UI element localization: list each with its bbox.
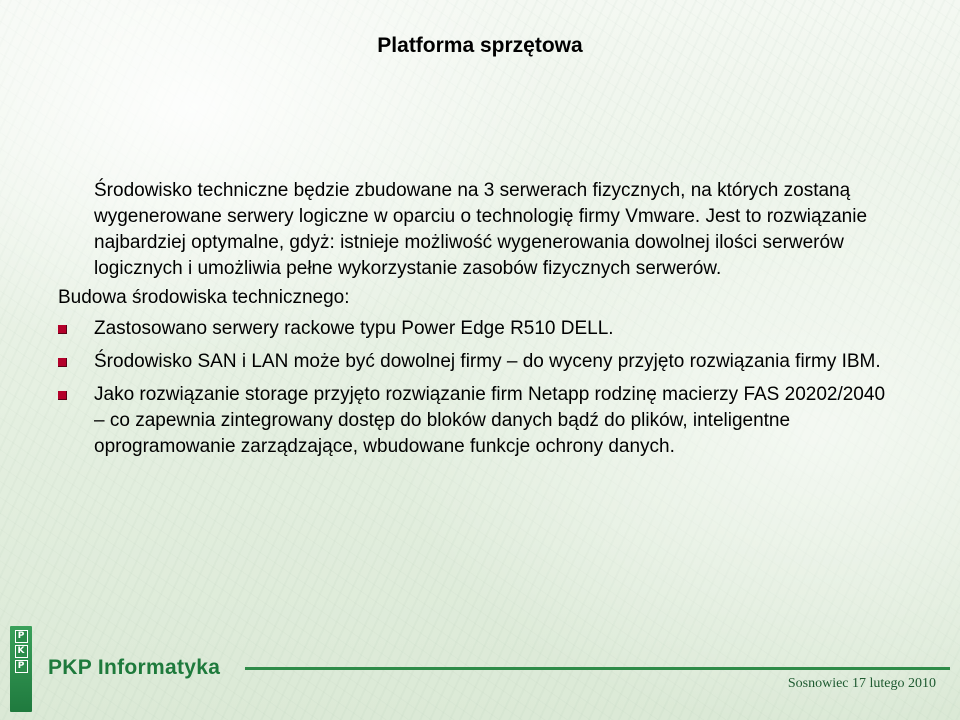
square-bullet-icon <box>58 391 67 400</box>
logo-letter: K <box>15 645 28 658</box>
bullet-text: Zastosowano serwery rackowe typu Power Edge R510 DELL. <box>94 318 614 339</box>
logo-letter: P <box>15 630 28 643</box>
list-item <box>58 382 888 460</box>
logo-letter: P <box>15 660 28 673</box>
footer-date: Sosnowiec 17 lutego 2010 <box>787 676 936 691</box>
section-subheading: Budowa środowiska technicznego: <box>58 287 350 308</box>
footer-divider <box>245 667 950 670</box>
slide-title: Platforma sprzętowa <box>377 34 583 57</box>
company-name: PKP Informatyka <box>48 656 221 679</box>
list-item <box>58 316 888 342</box>
pkp-logo-icon <box>10 626 32 712</box>
square-bullet-icon <box>58 325 67 334</box>
square-bullet-icon <box>58 358 67 367</box>
list-item <box>58 349 888 375</box>
slide-body <box>58 178 888 467</box>
bullet-text: Jako rozwiązanie storage przyjęto rozwiązanie firm Netapp rodzinę macierzy FAS 20202/2040 – co zapewnia zintegrowany dostęp do bloków danych bądź do plików, inteligentne oprogramowanie zarządzające, wbudowane funkcje ochrony danych. <box>94 384 886 457</box>
bullet-text: Środowisko SAN i LAN może być dowolnej firmy – do wyceny przyjęto rozwiązania firmy IBM. <box>94 351 881 372</box>
intro-paragraph: Środowisko techniczne będzie zbudowane na 3 serwerach fizycznych, na których zostaną wygenerowane serwery logiczne w oparciu o technologię firmy Vmware. Jest to rozwiązanie najbardziej optymalne, gdyż: istnieje możliwość wygenerowania dowolnej ilości serwerów logicznych i umożliwia pełne wykorzystanie zasobów fizycznych serwerów. <box>94 180 868 279</box>
bullet-list <box>58 316 888 460</box>
